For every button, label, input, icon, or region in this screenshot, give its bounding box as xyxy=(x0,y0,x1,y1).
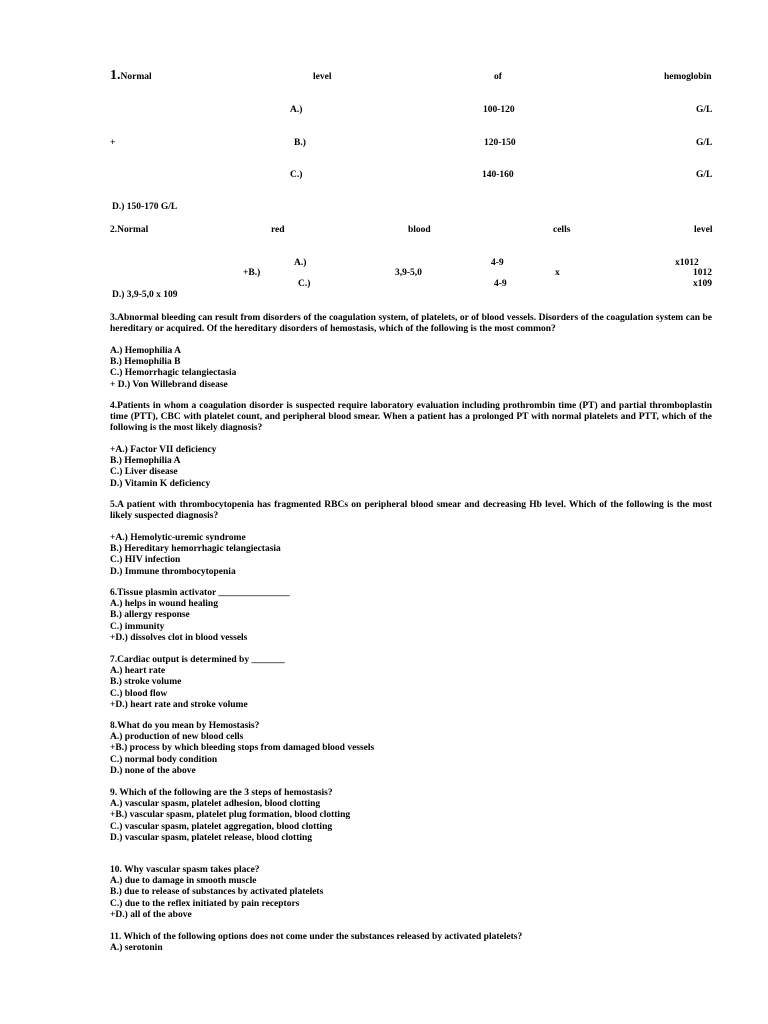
q4-option-d: D.) Vitamin K deficiency xyxy=(110,478,211,489)
q7-block xyxy=(110,655,285,711)
q1-correct-marker: + xyxy=(110,138,116,148)
q2-word-red: red xyxy=(271,225,285,235)
q2-option-a-exp: x1012 xyxy=(675,258,699,268)
q2-word-level: level xyxy=(694,225,713,235)
q11-block xyxy=(110,932,522,954)
q5-option-c: C.) HIV infection xyxy=(110,555,181,566)
q5-option-b: B.) Hereditary hemorrhagic telangiectasia xyxy=(110,544,281,555)
q5-options xyxy=(110,533,281,578)
q1-option-a-unit: G/L xyxy=(696,105,713,115)
q2-option-c-exp: x109 xyxy=(693,279,712,289)
q9-question: 9. Which of the following are the 3 steps of hemostasis? xyxy=(110,788,333,798)
q10-block xyxy=(110,865,323,921)
q9-block xyxy=(110,788,350,844)
q2-option-d: D.) 3,9-5,0 x 109 xyxy=(112,290,178,300)
q7-option-a: A.) heart rate xyxy=(110,666,166,677)
q4-option-a: +A.) Factor VII deficiency xyxy=(110,445,217,455)
q2-option-a-range: 4-9 xyxy=(491,258,504,268)
q6-option-c: C.) immunity xyxy=(110,621,165,632)
q2-option-c-letter: C.) xyxy=(298,279,311,289)
q1-option-b-range: 120-150 xyxy=(484,138,516,148)
q7-question: 7.Cardiac output is determined by _______ xyxy=(110,655,285,665)
q1-word-level: level xyxy=(313,72,332,82)
q11-option-a: A.) serotonin xyxy=(110,943,163,954)
q2-option-c-range: 4-9 xyxy=(494,279,507,289)
q3-option-c: C.) Hemorrhagic telangiectasia xyxy=(110,368,237,379)
q2-option-b-x: x xyxy=(555,268,560,278)
q10-question: 10. Why vascular spasm takes place? xyxy=(110,865,260,875)
q1-option-b-unit: G/L xyxy=(696,138,713,148)
q6-option-d: +D.) dissolves clot in blood vessels xyxy=(110,632,248,643)
q9-option-a: A.) vascular spasm, platelet adhesion, blood clotting xyxy=(110,799,321,810)
q6-block xyxy=(110,588,290,644)
q5-question: 5.A patient with thrombocytopenia has fragmented RBCs on peripheral blood smear and decreasing Hb level. Which of the following is the most likely suspected diagnosis? xyxy=(110,500,712,522)
q1-heading xyxy=(110,70,152,83)
q5-option-d: D.) Immune thrombocytopenia xyxy=(110,566,236,577)
q1-option-c-unit: G/L xyxy=(696,170,713,180)
q9-option-b: +B.) vascular spasm, platelet plug formation, blood clotting xyxy=(110,810,351,821)
q10-option-d: +D.) all of the above xyxy=(110,909,192,920)
q1-option-a-letter: A.) xyxy=(290,105,303,115)
q10-option-c: C.) due to the reflex initiated by pain receptors xyxy=(110,898,300,909)
q3-option-d: + D.) Von Willebrand disease xyxy=(110,379,228,390)
q2-option-b-letter: +B.) xyxy=(243,268,261,278)
q6-option-a: A.) helps in wound healing xyxy=(110,599,218,610)
q2-option-a-letter: A.) xyxy=(294,258,307,268)
q3-option-a: A.) Hemophilia A xyxy=(110,346,181,356)
q8-block xyxy=(110,721,374,777)
q1-word-of: of xyxy=(494,72,502,82)
q8-question: 8.What do you mean by Hemostasis? xyxy=(110,721,260,731)
q8-option-b: +B.) process by which bleeding stops from damaged blood vessels xyxy=(110,743,375,754)
q4-option-c: C.) Liver disease xyxy=(110,467,178,478)
q2-option-b-range: 3,9-5,0 xyxy=(395,268,422,278)
q6-question: 6.Tissue plasmin activator _______________ xyxy=(110,588,290,598)
q2-option-b-exp: 1012 xyxy=(693,268,712,278)
q7-option-d: +D.) heart rate and stroke volume xyxy=(110,699,248,710)
q10-option-b: B.) due to release of substances by activated platelets xyxy=(110,887,324,898)
q8-option-d: D.) none of the above xyxy=(110,765,196,776)
q8-option-a: A.) production of new blood cells xyxy=(110,732,244,743)
q10-option-a: A.) due to damage in smooth muscle xyxy=(110,876,257,887)
q1-option-c-letter: C.) xyxy=(290,170,303,180)
q1-number: 1. xyxy=(110,68,121,83)
q3-options xyxy=(110,346,236,391)
q11-question: 11. Which of the following options does not come under the substances released by activated platelets? xyxy=(110,932,523,942)
q8-option-c: C.) normal body condition xyxy=(110,754,218,765)
q1-word-hemoglobin: hemoglobin xyxy=(664,72,712,82)
q9-option-d: D.) vascular spasm, platelet release, blood clotting xyxy=(110,832,313,843)
q2-word-cells: cells xyxy=(553,225,571,235)
q2-word-blood: blood xyxy=(408,225,431,235)
q9-option-c: C.) vascular spasm, platelet aggregation, blood clotting xyxy=(110,821,333,832)
q1-option-d: D.) 150-170 G/L xyxy=(112,202,178,212)
q1-option-c-range: 140-160 xyxy=(482,170,514,180)
q7-option-c: C.) blood flow xyxy=(110,688,168,699)
q2-word-normal: 2.Normal xyxy=(110,225,149,235)
q4-question: 4.Patients in whom a coagulation disorder is suspected require laboratory evaluation including prothrombin time (PT) and partial thromboplastin time (PTT), CBC with platelet count, and peripheral blood smear. When a patient has a prolonged PT with normal platelets and PTT, which of the following is the most likely diagnosis? xyxy=(110,401,712,434)
q4-options xyxy=(110,445,216,490)
q3-question: 3.Abnormal bleeding can result from disorders of the coagulation system, of platelets, or of blood vessels. Disorders of the coagulation system can be hereditary or acquired. Of the hereditary disorders of hemostasis, which of the following is the most common? xyxy=(110,313,712,335)
q1-option-a-range: 100-120 xyxy=(483,105,515,115)
q4-option-b: B.) Hemophilia A xyxy=(110,456,181,467)
q1-word-normal: Normal xyxy=(120,72,152,82)
q7-option-b: B.) stroke volume xyxy=(110,677,182,688)
q1-option-b-letter: B.) xyxy=(294,138,306,148)
q3-option-b: B.) Hemophilia B xyxy=(110,357,181,368)
q6-option-b: B.) allergy response xyxy=(110,610,190,621)
q5-option-a: +A.) Hemolytic-uremic syndrome xyxy=(110,533,246,543)
